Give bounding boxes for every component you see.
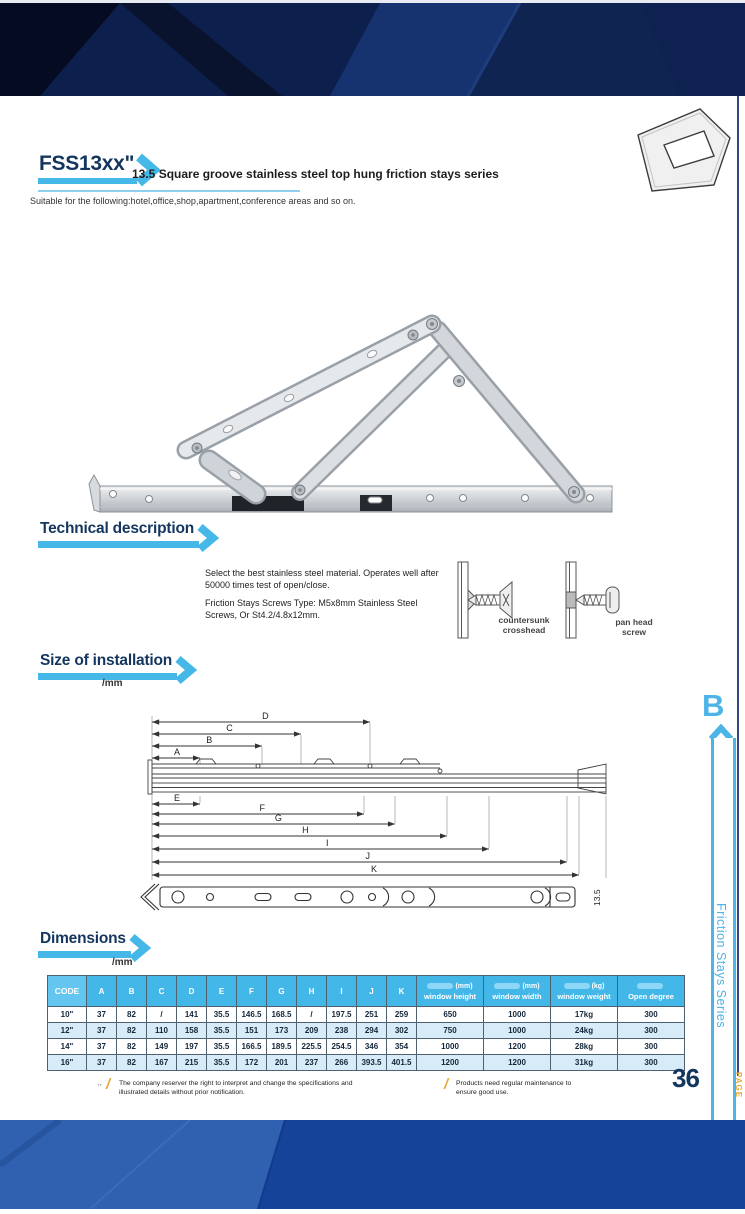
table-cell: 251: [357, 1007, 387, 1023]
dimension-letter-j: J: [365, 851, 371, 861]
table-cell: 16": [48, 1055, 87, 1071]
table-cell: 197: [177, 1039, 207, 1055]
table-cell: 300: [618, 1023, 685, 1039]
dimension-letter-e: E: [173, 793, 180, 803]
top-banner: [0, 3, 745, 96]
table-cell: 110: [147, 1023, 177, 1039]
page-word: PAGE: [734, 1072, 743, 1099]
table-cell: 158: [177, 1023, 207, 1039]
section-heading-installation: [38, 652, 198, 680]
redacted-text-pill: [637, 983, 663, 989]
window-frame-icon: [628, 103, 734, 195]
table-cell: 37: [87, 1055, 117, 1071]
col-header-i: I: [327, 976, 357, 1007]
table-cell: 167: [147, 1055, 177, 1071]
col-header-code: CODE: [48, 976, 87, 1007]
dimension-letter-b: B: [206, 735, 213, 745]
table-cell: 189.5: [267, 1039, 297, 1055]
dimension-letter-a: A: [173, 747, 180, 757]
table-cell: 259: [387, 1007, 417, 1023]
col-header-j: J: [357, 976, 387, 1007]
thickness-dimension-label: 13.5: [592, 889, 602, 906]
installation-heading: Size of installation: [38, 652, 177, 680]
table-cell: 266: [327, 1055, 357, 1071]
table-cell: 28kg: [551, 1039, 618, 1055]
table-row: [48, 1023, 685, 1039]
table-cell: 215: [177, 1055, 207, 1071]
dimension-letter-c: C: [226, 723, 233, 733]
table-cell: /: [147, 1007, 177, 1023]
dimensions-unit: /mm: [112, 957, 133, 968]
technical-heading: Technical description: [38, 520, 199, 548]
table-cell: 14": [48, 1039, 87, 1055]
technical-paragraph-2: Friction Stays Screws Type: M5x8mm Stainless Steel Screws, Or St4.2/4.8x12mm.: [205, 598, 418, 621]
table-header-row: [48, 976, 685, 1007]
installation-drawing: [138, 700, 643, 922]
col-header-d: D: [177, 976, 207, 1007]
table-cell: 750: [417, 1023, 484, 1039]
page-number: 36: [672, 1063, 699, 1093]
col-header-a: A: [87, 976, 117, 1007]
table-cell: 294: [357, 1023, 387, 1039]
bottom-banner: [0, 1120, 745, 1209]
technical-paragraph-1: Select the best stainless steel material. Operates well after 50000 times test of open/close.: [205, 568, 439, 590]
table-cell: 238: [327, 1023, 357, 1039]
table-cell: 401.5: [387, 1055, 417, 1071]
col-header-b: B: [117, 976, 147, 1007]
slash-icon: /: [106, 1076, 111, 1093]
installation-unit: /mm: [102, 678, 123, 689]
table-cell: 35.5: [207, 1023, 237, 1039]
product-photo: [85, 232, 645, 516]
product-code: FSS13xx": [38, 152, 137, 184]
table-cell: 225.5: [297, 1039, 327, 1055]
table-cell: 82: [117, 1039, 147, 1055]
table-cell: 209: [297, 1023, 327, 1039]
table-cell: /: [297, 1007, 327, 1023]
table-cell: 10": [48, 1007, 87, 1023]
table-cell: 1000: [417, 1039, 484, 1055]
table-cell: 168.5: [267, 1007, 297, 1023]
table-cell: 17kg: [551, 1007, 618, 1023]
table-cell: 141: [177, 1007, 207, 1023]
dimensions-table: [47, 975, 685, 1071]
top-banner-graphic: [0, 3, 745, 96]
series-label: Friction Stays Series: [714, 903, 728, 1029]
table-cell: 393.5: [357, 1055, 387, 1071]
table-cell: 302: [387, 1023, 417, 1039]
table-cell: 354: [387, 1039, 417, 1055]
col-header-c: C: [147, 976, 177, 1007]
table-cell: 82: [117, 1055, 147, 1071]
col-header-g: G: [267, 976, 297, 1007]
dimension-letter-d: D: [262, 711, 269, 721]
dimension-letter-f: F: [259, 803, 265, 813]
table-cell: 173: [267, 1023, 297, 1039]
dimension-letter-g: G: [274, 813, 282, 823]
table-row: [48, 1055, 685, 1071]
table-cell: 31kg: [551, 1055, 618, 1071]
table-row: [48, 1007, 685, 1023]
chevron-right-icon: [174, 654, 198, 686]
table-cell: 37: [87, 1007, 117, 1023]
table-cell: 237: [297, 1055, 327, 1071]
table-cell: 1000: [484, 1023, 551, 1039]
col-header-window-height: (mm) window height: [417, 976, 484, 1007]
table-cell: 254.5: [327, 1039, 357, 1055]
table-cell: 172: [237, 1055, 267, 1071]
pan-head-screw-label: pan head screw: [615, 617, 653, 638]
col-header-window-width: (mm) window width: [484, 976, 551, 1007]
section-heading-dimensions: [38, 930, 152, 958]
table-cell: 35.5: [207, 1039, 237, 1055]
footer-left-note: The company reserver the right to interpret and change the specifications and illustrated details without prior notification.: [119, 1080, 353, 1097]
table-cell: 201: [267, 1055, 297, 1071]
page-edge-line: [737, 96, 739, 1076]
table-cell: 300: [618, 1039, 685, 1055]
table-cell: 82: [117, 1023, 147, 1039]
col-header-open-degree: Open degree: [618, 976, 685, 1007]
product-title: 13.5 Square groove stainless steel top hung friction stays series: [132, 167, 499, 181]
section-tab-letter: B: [702, 688, 725, 723]
chevron-right-icon: [196, 522, 220, 554]
bottom-banner-graphic: [0, 1120, 745, 1209]
technical-text: [205, 568, 447, 629]
slash-icon: /: [444, 1076, 449, 1093]
table-cell: 1200: [484, 1039, 551, 1055]
table-cell: 37: [87, 1039, 117, 1055]
table-cell: 166.5: [237, 1039, 267, 1055]
countersunk-screw-label: countersunk crosshead: [498, 615, 550, 636]
redacted-text-pill: [494, 983, 520, 989]
table-cell: 650: [417, 1007, 484, 1023]
table-cell: 146.5: [237, 1007, 267, 1023]
redacted-text-pill: [427, 983, 453, 989]
col-header-h: H: [297, 976, 327, 1007]
table-cell: 35.5: [207, 1007, 237, 1023]
dimensions-heading: Dimensions: [38, 930, 131, 958]
table-cell: 37: [87, 1023, 117, 1039]
table-cell: 300: [618, 1007, 685, 1023]
screw-diagrams: [448, 556, 698, 656]
dimension-letter-k: K: [371, 864, 378, 874]
table-cell: 346: [357, 1039, 387, 1055]
comma-marks: ,,: [97, 1077, 103, 1087]
col-header-k: K: [387, 976, 417, 1007]
table-cell: 35.5: [207, 1055, 237, 1071]
redacted-text-pill: [564, 983, 590, 989]
product-subtitle: Suitable for the following:hotel,office,shop,apartment,conference areas and so on.: [30, 196, 356, 206]
table-cell: 1200: [484, 1055, 551, 1071]
dimension-letter-i: I: [325, 838, 329, 848]
footer-right-note: Products need regular maintenance to ensure good use.: [456, 1080, 572, 1097]
col-header-f: F: [237, 976, 267, 1007]
table-cell: 24kg: [551, 1023, 618, 1039]
table-cell: 151: [237, 1023, 267, 1039]
col-header-e: E: [207, 976, 237, 1007]
col-header-window-weight: (kg) window weight: [551, 976, 618, 1007]
header-underline: [38, 190, 300, 192]
table-cell: 1200: [417, 1055, 484, 1071]
table-row: [48, 1039, 685, 1055]
table-cell: 300: [618, 1055, 685, 1071]
table-cell: 82: [117, 1007, 147, 1023]
dimension-letter-h: H: [302, 825, 309, 835]
section-heading-technical: [38, 520, 220, 548]
table-cell: 149: [147, 1039, 177, 1055]
table-cell: 197.5: [327, 1007, 357, 1023]
table-cell: 12": [48, 1023, 87, 1039]
table-cell: 1000: [484, 1007, 551, 1023]
